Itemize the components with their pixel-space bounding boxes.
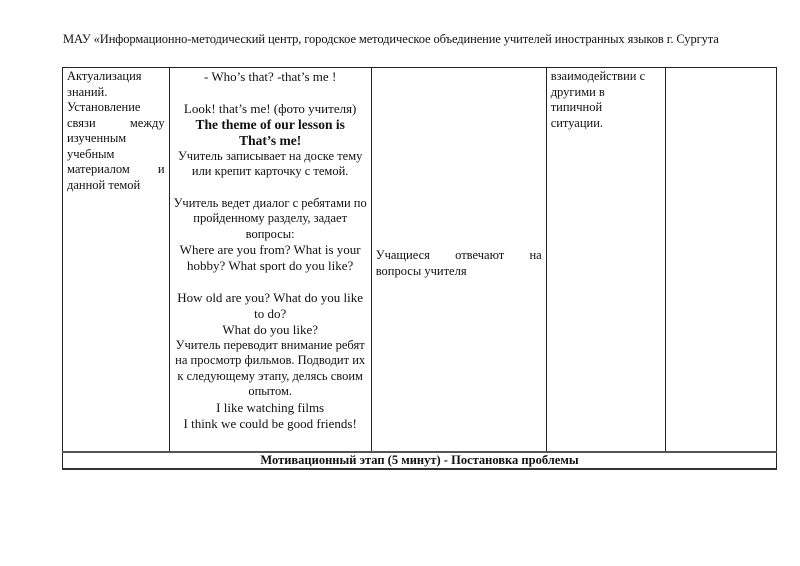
stage-line: Актуализация [67,69,142,83]
stage-line: связи между [67,115,165,130]
stage-cell [63,68,170,453]
stage-line: учебным [67,146,115,161]
table-row [63,68,777,453]
stage-line: данной темой [67,177,141,192]
result-line: ситуации. [550,115,604,130]
question-line: Where are you from? What is your hobby? What sport do you like? [179,242,361,273]
stage-line: знаний. [67,84,108,99]
teacher-activity-cell [169,68,371,453]
result-cell [546,68,666,453]
section-heading-row [63,452,777,469]
question-line: How old are you? What do you like to do? [177,289,363,321]
lesson-theme-line: The theme of our lesson is [195,116,345,132]
lesson-theme-title: That’s me! [239,132,302,148]
dialogue-line: I like watching films [216,399,325,415]
student-activity-cell [371,68,546,453]
dialogue-line: Look! that’s me! (фото учителя) [183,100,357,116]
teacher-instruction: Учитель ведет диалог с ребятами по пройденному разделу, задает вопросы: [173,195,367,241]
result-line: другими в [550,84,605,99]
dialogue-line: I think we could be good friends! [183,415,357,431]
result-line: взаимодействии с [550,69,646,83]
student-activity-line: Учащиеся отвечают на [375,248,542,262]
empty-cell [666,68,777,453]
page-header: МАУ «Информационно-методический центр, городское методическое объединение учителей иностранных языков г. Сургута [63,32,719,46]
question-line: What do you like? [222,321,318,337]
student-activity-line: вопросы учителя [375,263,467,278]
teacher-instruction: Учитель переводит внимание ребят на просмотр фильмов. Подводит их к следующему этапу, делясь своим опытом. [175,337,366,398]
section-title: Мотивационный этап (5 минут) - Постановка проблемы [63,452,777,469]
stage-line: Установление [67,100,141,114]
result-line: типичной [550,100,603,114]
stage-line: материалом и [67,162,165,176]
stage-line: изученным [67,131,127,145]
teacher-instruction: Учитель записывает на доске тему или крепит карточку с темой. [177,148,363,178]
lesson-plan-table [62,67,777,470]
dialogue-line: - Who’s that? -that’s me ! [204,69,337,84]
